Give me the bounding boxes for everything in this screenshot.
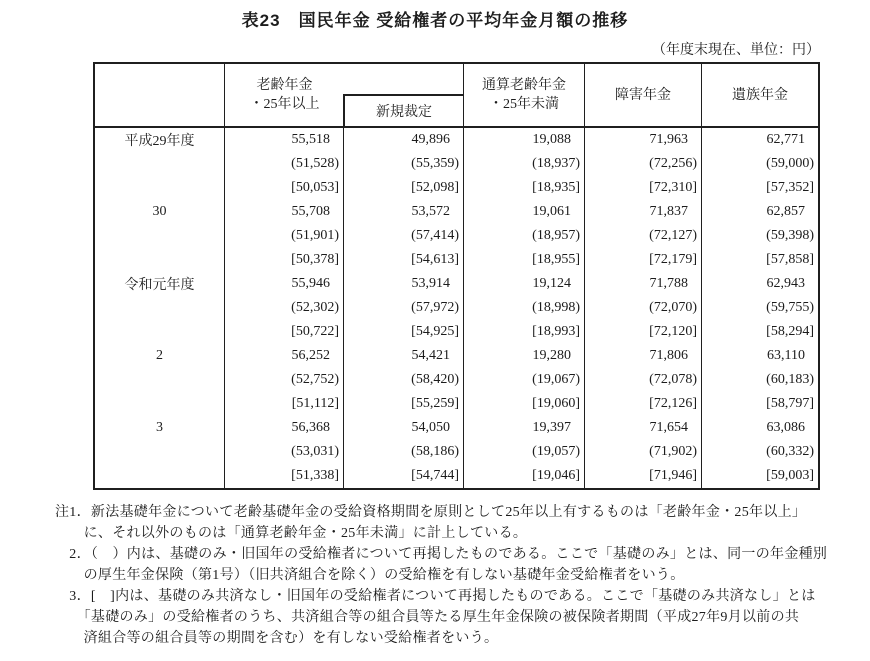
header-disability-label: 障害年金 [615,87,671,103]
value-cell: [18,955] [464,248,585,272]
header-old-age [225,64,344,126]
header-old-age-line2: ・25年以上 [249,97,320,112]
value-cell: (51,901) [225,224,344,248]
value-cell: (51,528) [225,152,344,176]
year-cell [95,440,225,464]
year-cell [95,320,225,344]
value-cell: (57,414) [344,224,464,248]
value-cell: 62,857 [766,204,805,219]
value-cell: [19,060] [464,392,585,416]
header-survivor [702,64,818,126]
year-cell [95,392,225,416]
value-cell: 55,946 [225,272,344,296]
table-row [95,248,818,272]
value-cell: (18,998) [464,296,585,320]
table-row [95,272,818,296]
table-row [95,464,818,488]
header-new-award [343,94,463,126]
footnote-line: 2．（ ）内は、基礎のみ・旧国年の受給権者について再掲したものである。ここで「基礎のみ」とは、同一の年金種別 [55,547,828,562]
value-cell: 71,788 [585,272,702,296]
year-cell: 30 [95,200,225,224]
page-title: 表23 国民年金 受給権者の平均年金月額の推移 [241,11,629,30]
value-cell: [50,378] [225,248,344,272]
table-row [95,176,818,200]
footnote-line: に、それ以外のものは「通算老齢年金・25年未満」に計上している。 [55,526,528,541]
value-cell: (53,031) [225,440,344,464]
value-cell: [72,179] [585,248,702,272]
value-cell: (19,067) [464,368,585,392]
year-cell: 令和元年度 [95,272,225,296]
pension-table [93,62,820,490]
year-cell: 平成29年度 [95,128,225,152]
footnotes [55,502,870,649]
value-cell: 56,252 [225,344,344,368]
value-cell: (60,183) [766,372,814,387]
value-cell: 55,518 [225,128,344,152]
year-cell [95,224,225,248]
value-cell: [58,797] [766,396,814,411]
value-cell: 71,806 [585,344,702,368]
value-cell: [50,053] [225,176,344,200]
header-total-old-age-line1: 通算老齢年金 [482,78,566,93]
value-cell: 55,708 [225,200,344,224]
table-row [95,416,818,440]
value-cell: 54,421 [344,344,464,368]
value-cell: [51,112] [225,392,344,416]
year-cell [95,152,225,176]
value-cell: (52,302) [225,296,344,320]
value-cell: [54,744] [344,464,464,488]
value-cell: (72,127) [585,224,702,248]
value-cell: 56,368 [225,416,344,440]
value-cell: [18,993] [464,320,585,344]
value-cell: (58,186) [344,440,464,464]
value-cell: (72,256) [585,152,702,176]
value-cell: [54,613] [344,248,464,272]
value-cell: [19,046] [464,464,585,488]
year-cell [95,368,225,392]
value-cell: [59,003] [766,468,814,483]
value-cell: (52,752) [225,368,344,392]
unit-note: （年度末現在、単位：円） [652,43,820,58]
value-cell: (55,359) [344,152,464,176]
header-year-empty [95,64,225,126]
value-cell: [58,294] [766,324,814,339]
value-cell: [57,352] [766,180,814,195]
year-cell [95,296,225,320]
table-header [95,64,818,128]
value-cell: [72,126] [585,392,702,416]
value-cell: [71,946] [585,464,702,488]
value-cell: (60,332) [766,444,814,459]
header-old-age-line1: 老齢年金 [256,78,313,93]
header-disability [585,64,702,126]
table-row [95,344,818,368]
value-cell: (59,398) [766,228,814,243]
value-cell: (59,755) [766,300,814,315]
footnote-line: 3．[ ]内は、基礎のみ共済なし・旧国年の受給権者について再掲したものである。ここで「基礎のみ共済なし」とは [55,589,816,604]
value-cell: [51,338] [225,464,344,488]
footnote-line: の厚生年金保険（第1号）（旧共済組合を除く）の受給権を有しない基礎年金受給権者をいう。 [55,568,685,583]
value-cell: 62,943 [766,276,805,291]
value-cell: 53,572 [344,200,464,224]
header-new-award-label: 新規裁定 [376,105,432,120]
footnote-line: 注1．新法基礎年金について老齢基礎年金の受給資格期間を原則として25年以上有するものは「老齢年金・25年以上」 [55,505,807,520]
value-cell: 63,086 [766,420,805,435]
value-cell: 62,771 [766,132,805,147]
value-cell: (58,420) [344,368,464,392]
value-cell: (18,957) [464,224,585,248]
header-survivor-label: 遺族年金 [732,87,788,103]
value-cell: [50,722] [225,320,344,344]
table-body [95,128,818,488]
table-row [95,152,818,176]
header-total-old-age-line2: ・25年未満 [489,97,559,112]
value-cell: 19,061 [464,200,585,224]
value-cell: 19,280 [464,344,585,368]
value-cell: [72,310] [585,176,702,200]
value-cell: 53,914 [344,272,464,296]
value-cell: 49,896 [344,128,464,152]
year-cell [95,464,225,488]
value-cell: [54,925] [344,320,464,344]
footnote-line: 済組合等の組合員等の期間を含む）を有しない受給権者をいう。 [55,631,499,646]
value-cell: (57,972) [344,296,464,320]
value-cell: 71,837 [585,200,702,224]
header-old-age-group [225,64,464,126]
value-cell: 19,397 [464,416,585,440]
table-row [95,320,818,344]
table-row [95,392,818,416]
value-cell: [72,120] [585,320,702,344]
table-row [95,224,818,248]
value-cell: (71,902) [585,440,702,464]
table-row [95,440,818,464]
year-cell [95,176,225,200]
value-cell: [52,098] [344,176,464,200]
table-row [95,200,818,224]
value-cell: [55,259] [344,392,464,416]
table-row [95,296,818,320]
year-cell: 2 [95,344,225,368]
value-cell: [18,935] [464,176,585,200]
year-cell: 3 [95,416,225,440]
value-cell: 71,963 [585,128,702,152]
table-row [95,368,818,392]
value-cell: 63,110 [767,348,805,363]
value-cell: (19,057) [464,440,585,464]
header-total-old-age [464,64,585,126]
value-cell: 19,088 [464,128,585,152]
table-row [95,128,818,152]
value-cell: 54,050 [344,416,464,440]
year-cell [95,248,225,272]
value-cell: 71,654 [585,416,702,440]
value-cell: 19,124 [464,272,585,296]
value-cell: (59,000) [766,156,814,171]
footnote-line: 「基礎のみ」の受給権者のうち、共済組合等の組合員等たる厚生年金保険の被保険者期間（平成27年9月以前の共 [55,610,800,625]
value-cell: (72,078) [585,368,702,392]
value-cell: (72,070) [585,296,702,320]
value-cell: [57,858] [766,252,814,267]
value-cell: (18,937) [464,152,585,176]
